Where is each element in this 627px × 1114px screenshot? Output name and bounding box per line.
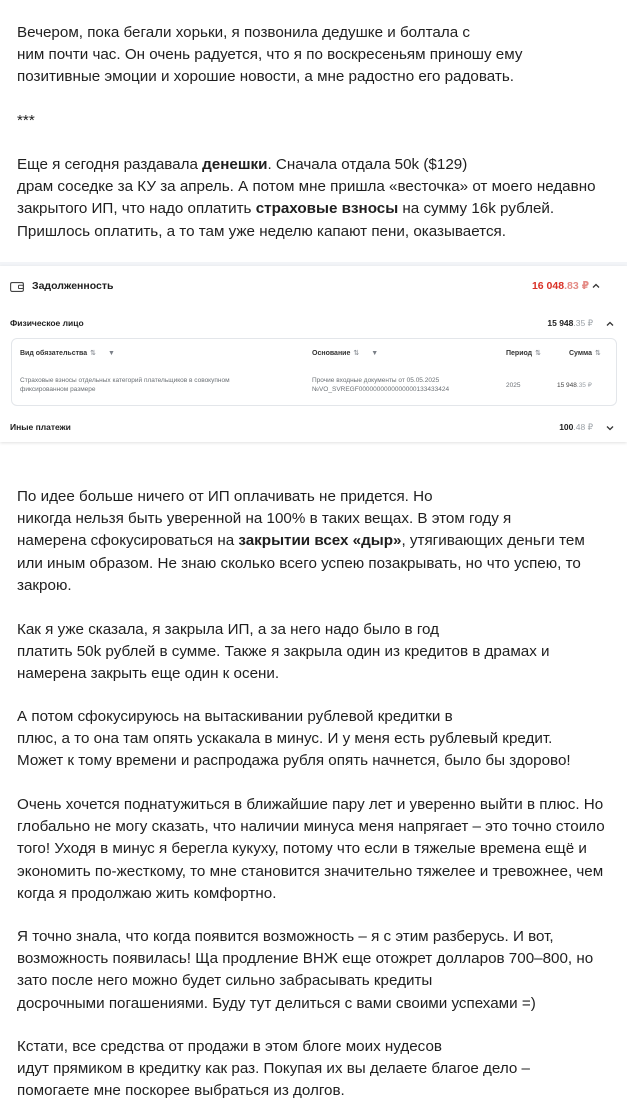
debt-table — [11, 338, 617, 406]
text-line: намерена закрыть еще один к осени. — [17, 665, 280, 683]
text-line: глобально не могу сказать, что наличии минуса меня напрягает – это точно стоило — [17, 818, 605, 836]
person-label: Физическое лицо — [10, 318, 84, 328]
column-header-sum[interactable]: Сумма ⇅ — [569, 350, 601, 357]
cell-period: 2025 — [506, 382, 521, 389]
sort-icon: ⇅ — [90, 350, 96, 357]
text-line: экономить по-жесткому, то мне становится значительно тяжелее и тревожнее, чем — [17, 862, 604, 880]
text-line: когда я продолжаю жить комфортно. — [17, 884, 277, 902]
text-line: Вечером, пока бегали хорьки, я позвонила дедушке и болтала с — [17, 24, 470, 41]
text-line: зато после него можно будет сильно забрасывать кредиты — [17, 972, 433, 990]
text-line: Я точно знала, что когда появится возможность – я с этим разберусь. И вот, — [17, 928, 554, 945]
debt-total: 16 048.83 ₽ — [531, 280, 589, 292]
person-sum: 15 948.35 ₽ — [547, 318, 593, 328]
post-paragraph-4 — [17, 619, 617, 686]
wallet-icon — [10, 281, 24, 292]
text-line: Может к тому времени и распродажа рубля опять начнется, было бы здорово! — [17, 752, 571, 770]
debt-panel — [0, 266, 627, 442]
cell-kind: Страховые взносы отдельных категорий плательщиков в совокупном фиксированном размере — [20, 377, 230, 393]
text-line: Кстати, все средства от продажи в этом блоге моих нудесов — [17, 1038, 442, 1055]
person-section-header[interactable] — [0, 312, 627, 334]
text-line: позитивные эмоции и хорошие новости, а мне радостно его радовать. — [17, 68, 514, 86]
chevron-down-icon[interactable] — [605, 423, 615, 433]
post-paragraph-1 — [17, 22, 617, 89]
other-payments-sum: 100.48 ₽ — [559, 422, 593, 432]
text-line: досрочными погашениями. Буду тут делиться с вами своими успехами =) — [17, 994, 536, 1012]
text-line: Как я уже сказала, я закрыла ИП, а за него надо было в год — [17, 621, 440, 638]
text-line: драм соседке за КУ за апрель. А потом мне пришла «весточка» от моего недавно — [17, 178, 596, 196]
separator — [17, 110, 617, 132]
text-line: помогаете мне поскорее выбраться из долгов. — [17, 1082, 345, 1100]
text-line: платить 50k рублей в сумме. Также я закрыла один из кредитов в драмах и — [17, 643, 550, 661]
debt-screenshot — [0, 262, 627, 442]
bold-text: денешки — [202, 156, 268, 173]
filter-icon: ▼ — [108, 350, 115, 357]
bold-text: закрытии всех «дыр» — [238, 532, 402, 550]
post-paragraph-7 — [17, 926, 617, 1015]
text-line: Очень хочется поднатужиться в ближайшие пару лет и уверенно выйти в плюс. Но — [17, 796, 604, 813]
other-payments-header[interactable] — [0, 416, 627, 440]
text-line: идут прямиком в кредитку как раз. Покупая их вы делаете благое дело – — [17, 1060, 531, 1078]
text-line: никогда нельзя быть уверенной на 100% в таких вещах. В этом году я — [17, 510, 512, 528]
text-line: Пришлось оплатить, а то там уже неделю капают пени, оказывается. — [17, 222, 507, 240]
text-line: закрою. — [17, 576, 72, 594]
post-paragraph-5 — [17, 706, 617, 773]
chevron-up-icon[interactable] — [605, 319, 615, 329]
text-line: закрытого ИП, что надо оплатить страховые взносы на сумму 16k рублей. — [17, 200, 555, 218]
sort-icon: ⇅ — [595, 350, 601, 357]
column-header-kind[interactable]: Вид обязательства ⇅ ▼ — [20, 350, 115, 357]
text-line: Еще я сегодня раздавала денешки. Сначала отдала 50k ($129) — [17, 156, 468, 173]
filter-icon: ▼ — [371, 350, 379, 357]
column-header-basis[interactable]: Основание ⇅ ▼ — [312, 350, 379, 357]
debt-header[interactable] — [0, 266, 627, 306]
column-header-period[interactable]: Период ⇅ — [506, 350, 542, 357]
text-line: А потом сфокусируюсь на вытаскивании рублевой кредитки в — [17, 708, 453, 725]
debt-title: Задолженность — [32, 280, 114, 292]
other-payments-label: Иные платежи — [10, 422, 71, 432]
text-line: возможность появилась! Ща продление ВНЖ еще отожрет долларов 700–800, но — [17, 950, 594, 968]
text-line: плюс, а то она там опять ускакала в минус. И у меня есть рублевый кредит. — [17, 730, 553, 748]
post-paragraph-2 — [17, 154, 617, 243]
text-line: того! Уходя в минус я берегла кукуху, потому что если в тяжелые времена ещё и — [17, 840, 587, 858]
text-line: ним почти час. Он очень радуется, что я по воскресеньям приношу ему — [17, 46, 523, 64]
cell-basis: Прочие входные документы от 05.05.2025 №VO_SVREGF0000000000000000133433424 — [312, 377, 450, 393]
text-line: По идее больше ничего от ИП оплачивать не придется. Но — [17, 488, 433, 505]
text-line: намерена сфокусироваться на закрытии всех «дыр», утягивающих деньги тем — [17, 532, 585, 550]
bold-text: страховые взносы — [255, 200, 399, 218]
chevron-up-icon[interactable] — [591, 281, 601, 291]
post-paragraph-6 — [17, 794, 617, 905]
separator-text: *** — [17, 112, 35, 129]
sort-icon: ⇅ — [535, 350, 542, 357]
post-paragraph-3 — [17, 486, 617, 597]
post-paragraph-8 — [17, 1036, 617, 1103]
sort-icon: ⇅ — [353, 350, 360, 357]
text-line: или иным образом. Не знаю сколько всего успею позакрывать, но что успею, то — [17, 554, 581, 572]
cell-sum: 15 948.35 ₽ — [557, 382, 592, 389]
